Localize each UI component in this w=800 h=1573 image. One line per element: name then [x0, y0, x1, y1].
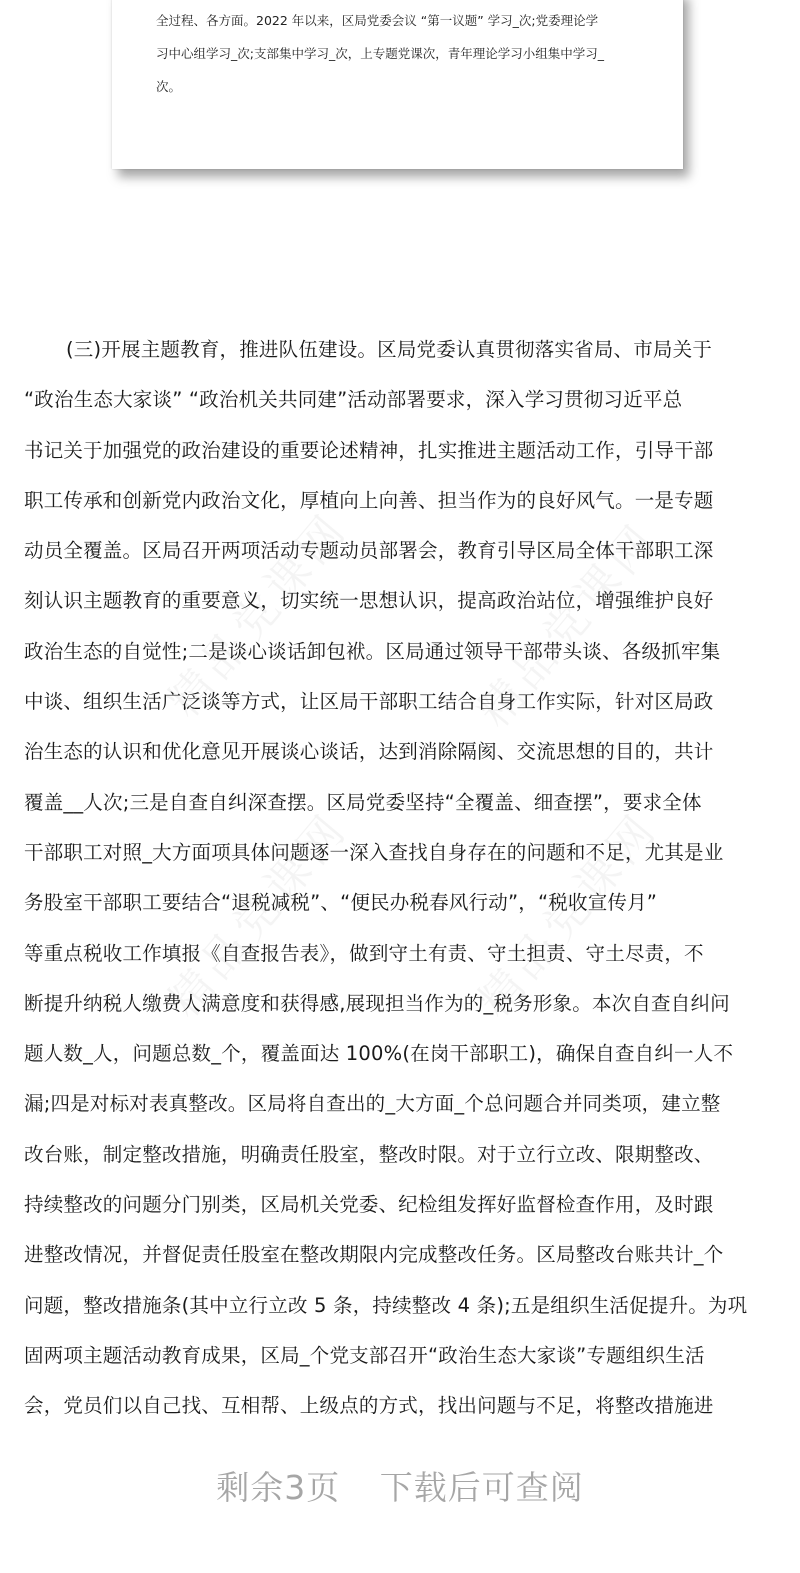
- paragraph-line: 刻认识主题教育的重要意义，切实统一思想认识，提高政治站位，增强维护良好: [24, 589, 714, 613]
- paragraph-line: 固两项主题活动教育成果，区局_个党支部召开“政治生态大家谈”专题组织生活: [24, 1343, 705, 1367]
- paragraph-line: 治生态的认识和优化意见开展谈心谈话，达到消除隔阂、交流思想的目的，共计: [24, 740, 714, 764]
- paragraph-line: 会，党员们以自己找、互相帮、上级点的方式，找出问题与不足，将整改措施进: [24, 1394, 714, 1418]
- document-body: [24, 325, 776, 1432]
- paragraph-line: 断提升纳税人缴费人满意度和获得感,展现担当作为的_税务形象。本次自查自纠问: [24, 991, 730, 1015]
- download-to-read-more-banner[interactable]: [0, 1462, 800, 1509]
- paragraph-line: “政治生态大家谈” “政治机关共同建”活动部署要求，深入学习贯彻习近平总: [24, 388, 683, 412]
- paragraph-line: 职工传承和创新党内政治文化，厚植向上向善、担当作为的良好风气。一是专题: [24, 488, 714, 512]
- paragraph-line: 中谈、组织生活广泛谈等方式，让区局干部职工结合自身工作实际，针对区局政: [24, 690, 714, 714]
- preview-line: 次。: [156, 79, 182, 94]
- download-hint-label: 下载后可查阅: [379, 1468, 584, 1507]
- paragraph-line: 问题，整改措施条(其中立行立改 5 条，持续整改 4 条);五是组织生活促提升。为巩: [24, 1293, 748, 1317]
- paragraph-line: 持续整改的问题分门别类，区局机关党委、纪检组发挥好监督检查作用，及时跟: [24, 1193, 714, 1217]
- paragraph-line: 覆盖__人次;三是自查自纠深查摆。区局党委坚持“全覆盖、细查摆”，要求全体: [24, 790, 702, 814]
- paragraph-line: 等重点税收工作填报《自查报告表》，做到守土有责、守土担责、守土尽责，不: [24, 941, 704, 965]
- paragraph-line: 进整改情况，并督促责任股室在整改期限内完成整改任务。区局整改台账共计_个: [24, 1243, 724, 1267]
- paragraph-line: 政治生态的自觉性;二是谈心谈话卸包袱。区局通过领导干部带头谈、各级抓牢集: [24, 639, 721, 663]
- preview-line: 习中心组学习_次;支部集中学习_次，上专题党课次，青年理论学习小组集中学习_: [156, 46, 604, 61]
- remaining-pages-label: 剩余3页: [216, 1468, 341, 1507]
- paragraph-line: (三)开展主题教育，推进队伍建设。区局党委认真贯彻落实省局、市局关于: [66, 338, 713, 361]
- preview-line: 全过程、各方面。2022 年以来，区局党委会议 “第一议题” 学习_次;党委理论学: [156, 13, 599, 28]
- preview-page-text: [156, 4, 656, 103]
- paragraph-line: 题人数_人，问题总数_个，覆盖面达 100%(在岗干部职工)，确保自查自纠一人不: [24, 1042, 734, 1066]
- paragraph-line: 改台账，制定整改措施，明确责任股室，整改时限。对于立行立改、限期整改、: [24, 1142, 714, 1166]
- preview-page-card: [112, 0, 683, 169]
- paragraph-line: 书记关于加强党的政治建设的重要论述精神，扎实推进主题活动工作，引导干部: [24, 438, 714, 462]
- paragraph-line: 干部职工对照_大方面项具体问题逐一深入查找自身存在的问题和不足，尤其是业: [24, 840, 724, 864]
- paragraph-line: 务股室干部职工要结合“退税减税”、“便民办税春风行动”，“税收宣传月”: [24, 891, 658, 915]
- paragraph-line: 动员全覆盖。区局召开两项活动专题动员部署会，教育引导区局全体干部职工深: [24, 539, 714, 563]
- paragraph-line: 漏;四是对标对表真整改。区局将自查出的_大方面_个总问题合并同类项，建立整: [24, 1092, 721, 1116]
